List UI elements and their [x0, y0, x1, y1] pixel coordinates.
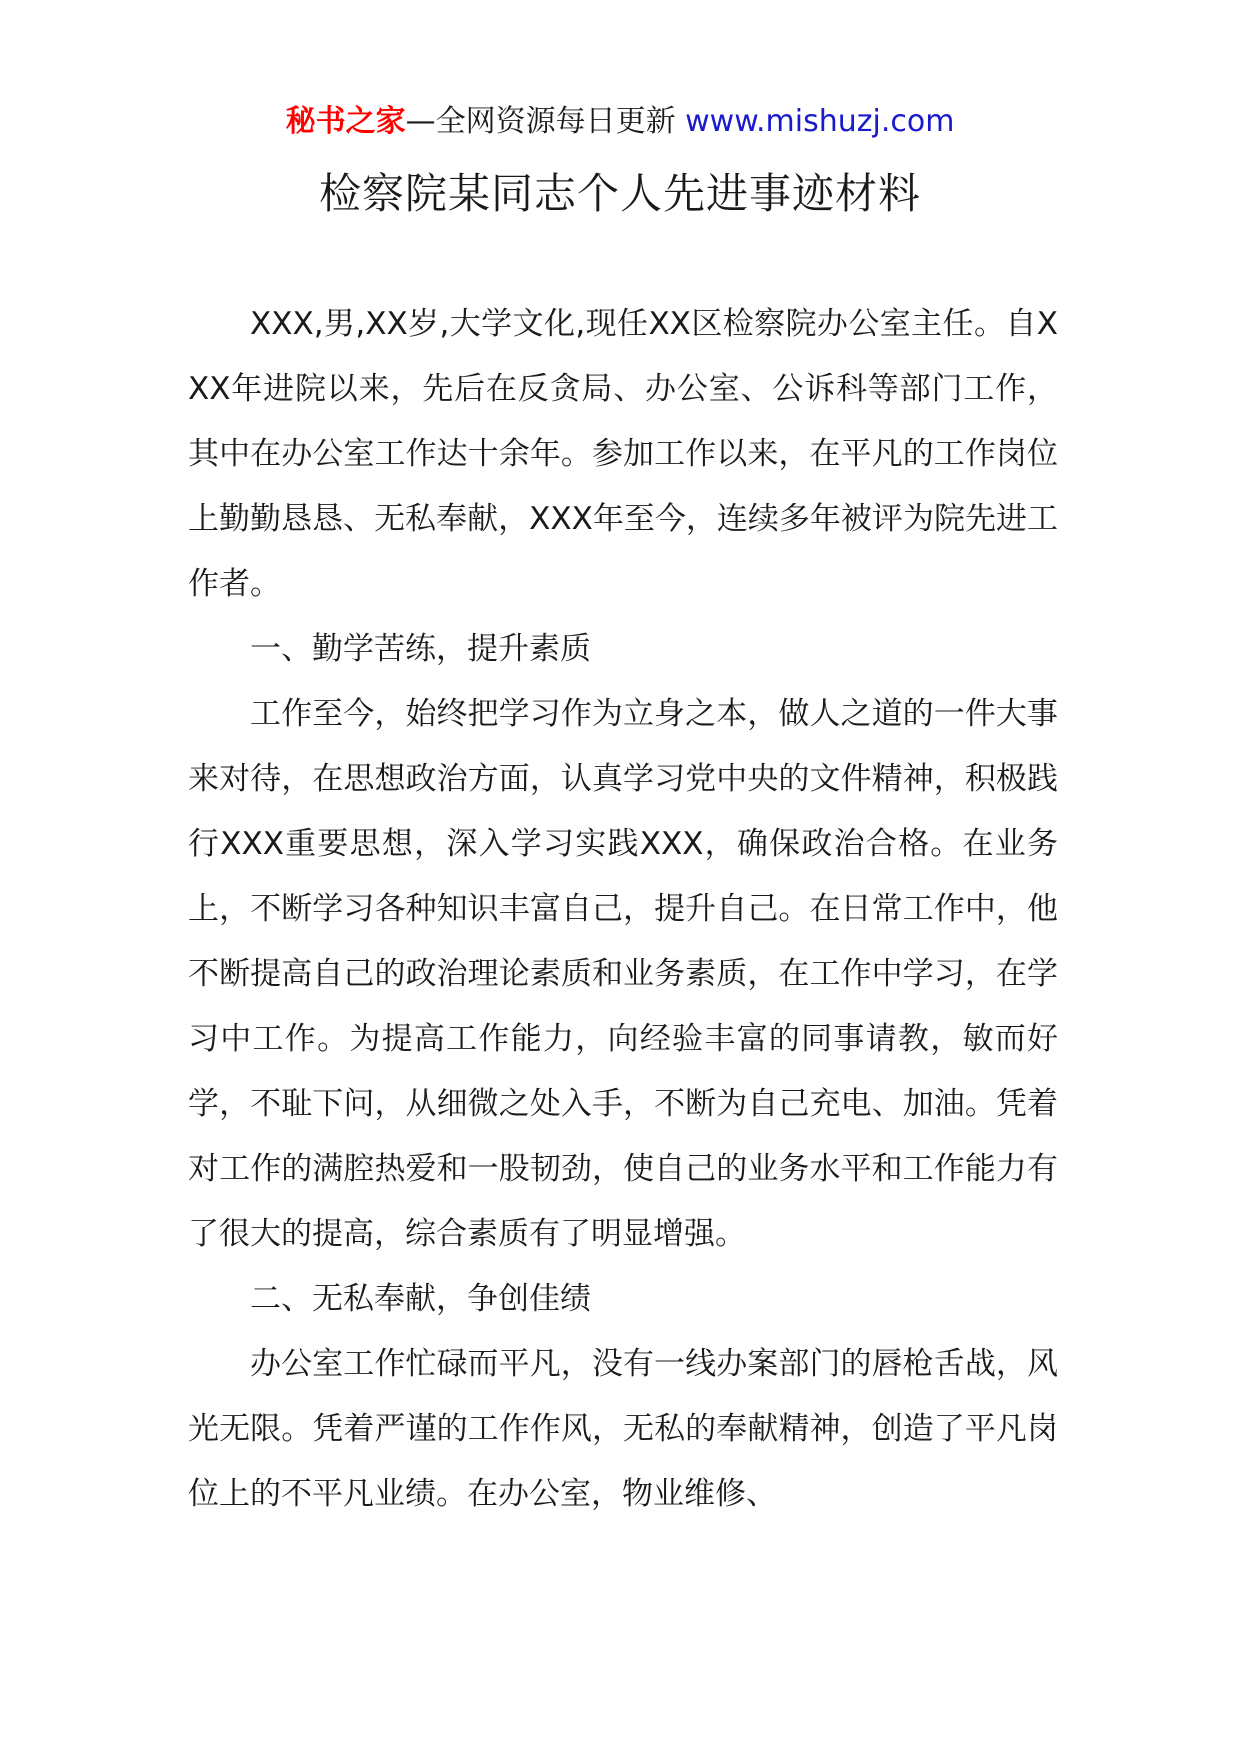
document-title: 检察院某同志个人先进事迹材料: [318, 169, 921, 218]
paragraph-intro: XXX,男,XX岁,大学文化,现任XX区检察院办公室主任。自XXX年进院以来，先后在反贪局、办公室、公诉科等部门工作，其中在办公室工作达十余年。参加工作以来，在平凡的工作岗位上勤勤恳恳、无私奉献，XXX年至今，连续多年被评为院先进工作者。: [188, 306, 1058, 602]
document-body: [188, 292, 1058, 1527]
banner-tagline: —全网资源每日更新: [405, 104, 676, 139]
banner-brand: 秘书之家: [285, 104, 406, 139]
banner-url-link[interactable]: www.mishuzj.com: [685, 104, 955, 139]
paragraph-section-2: 办公室工作忙碌而平凡，没有一线办案部门的唇枪舌战，风光无限。凭着严谨的工作作风，无私的奉献精神，创造了平凡岗位上的不平凡业绩。在办公室，物业维修、: [188, 1346, 1058, 1512]
site-banner: [0, 100, 1240, 144]
paragraph-section-1: 工作至今，始终把学习作为立身之本，做人之道的一件大事来对待，在思想政治方面，认真学习党中央的文件精神，积极践行XXX重要思想，深入学习实践XXX，确保政治合格。在业务上，不断学习各种知识丰富自己，提升自己。在日常工作中，他不断提高自己的政治理论素质和业务素质，在工作中学习，在学习中工作。为提高工作能力，向经验丰富的同事请教，敏而好学，不耻下问，从细微之处入手，不断为自己充电、加油。凭着对工作的满腔热爱和一股韧劲，使自己的业务水平和工作能力有了很大的提高，综合素质有了明显增强。: [188, 696, 1058, 1252]
section-heading-2: 二、无私奉献，争创佳绩: [250, 1281, 591, 1317]
section-heading-1: 一、勤学苦练，提升素质: [250, 631, 591, 667]
